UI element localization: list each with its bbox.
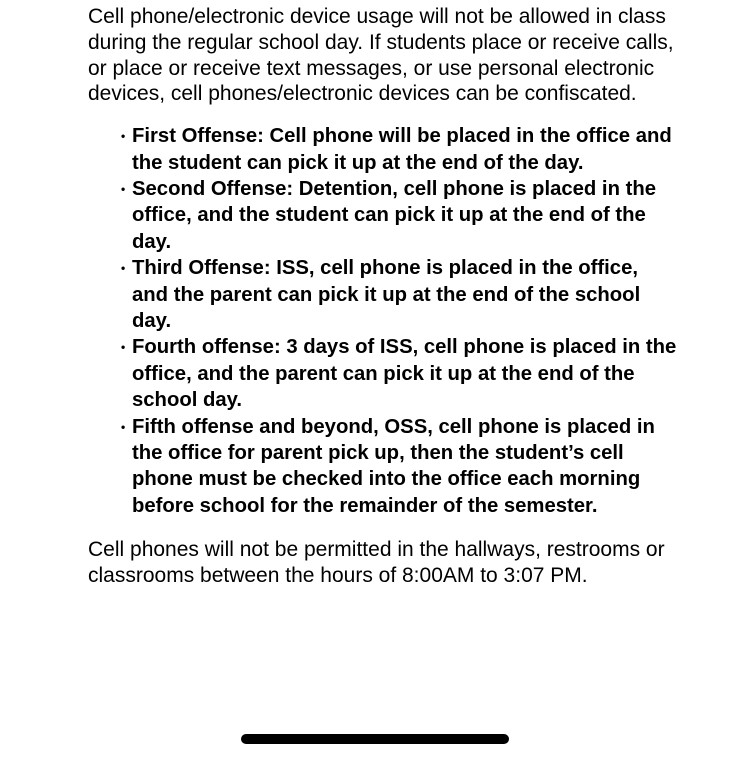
bullet-icon: • bbox=[121, 340, 126, 355]
offense-text: Fifth offense and beyond, OSS, cell phone is placed in the office for parent pick up, then the student’s cell phone must be checked into the office each morning before school for the remainder of the semester. bbox=[132, 415, 655, 517]
offense-list bbox=[88, 123, 678, 519]
offense-text: Third Offense: ISS, cell phone is placed in the office, and the parent can pick it up at the end of the school day. bbox=[132, 257, 641, 333]
bullet-icon: • bbox=[121, 182, 126, 196]
bullet-icon: • bbox=[121, 129, 126, 144]
list-item bbox=[110, 176, 678, 255]
home-indicator[interactable] bbox=[241, 734, 509, 744]
closing-paragraph: Cell phones will not be permitted in the hallways, restrooms or classrooms between the hours of 8:00AM to 3:07 PM. bbox=[88, 538, 665, 588]
bullet-icon: • bbox=[121, 261, 126, 276]
offense-text: Second Offense: Detention, cell phone is placed in the office, and the student can pick it up at the end of the day. bbox=[132, 178, 657, 253]
list-item bbox=[110, 255, 678, 334]
list-item bbox=[110, 334, 678, 413]
list-item bbox=[110, 123, 678, 176]
list-item bbox=[110, 414, 678, 520]
bullet-icon: • bbox=[121, 419, 126, 434]
offense-text: First Offense: Cell phone will be placed in the office and the student can pick it up at the end of the day. bbox=[132, 125, 672, 174]
intro-paragraph: Cell phone/electronic device usage will not be allowed in class during the regular school day. If students place or receive calls, or place or receive text messages, or use personal electronic devices, cell phones/electronic devices can be confiscated. bbox=[88, 5, 674, 106]
offense-text: Fourth offense: 3 days of ISS, cell phone is placed in the office, and the parent can pick it up at the end of the school day. bbox=[132, 336, 677, 412]
document-body bbox=[88, 4, 678, 589]
